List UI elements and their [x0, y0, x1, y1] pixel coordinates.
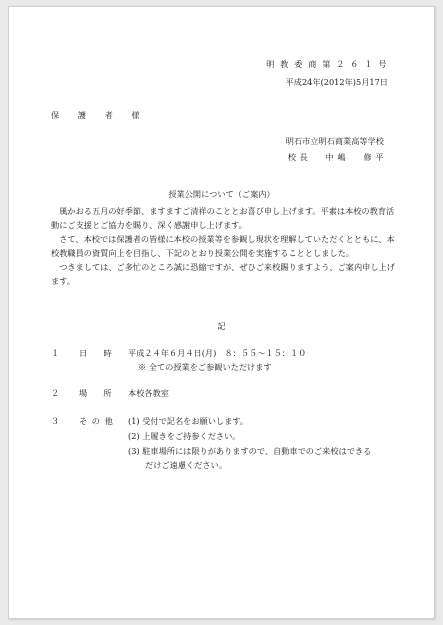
item-label-other: そ の 他 — [79, 416, 114, 426]
item-number: １ — [51, 348, 60, 358]
recipient: 保 護 者 様 — [51, 110, 148, 120]
sender-principal: 校 長 中 嶋 修 平 — [287, 152, 384, 162]
item-label-datetime: 日 時 — [79, 348, 116, 358]
other-line: だけご遠慮ください。 — [145, 460, 227, 470]
item-value-place: 本校各教室 — [128, 388, 169, 398]
sender-school: 明石市立明石商業高等学校 — [285, 136, 384, 146]
document-page — [8, 6, 435, 619]
other-line: (3) 駐車場所には限りがありますので、自動車でのご来校はできる — [128, 446, 372, 456]
body-paragraph: 風かおる五月の好季節、ますますご清祥のこととお喜び申し上げます。平素は本校の教育活動にご支援とご協力を賜り、深く感謝申し上げます。 — [51, 206, 395, 230]
body-text — [51, 204, 397, 288]
document-number: 明 教 委 商 第 ２ ６ １ 号 — [266, 59, 388, 69]
ki-heading: 記 — [217, 321, 226, 331]
other-line: (2) 上履きをご持参ください。 — [128, 431, 241, 441]
body-paragraph: つきましては、ご多忙のところ誠に恐縮ですが、ぜひご来校賜りますよう、ご案内申し上げます。 — [51, 262, 395, 286]
item-number: ３ — [51, 416, 60, 426]
item-number: ２ — [51, 388, 60, 398]
item-label-place: 場 所 — [79, 388, 116, 398]
item-note: ※ 全ての授業をご参観いただけます — [138, 362, 272, 372]
document-subject: 授業公開について（ご案内） — [168, 189, 275, 199]
item-value-datetime: 平成２４年６月４日(月) ８：５５～１５：１０ — [128, 348, 307, 358]
other-line: (1) 受付で記名をお願いします。 — [128, 416, 248, 426]
document-date: 平成24年(2012年)5月17日 — [285, 77, 388, 87]
body-paragraph: さて、本校では保護者の皆様に本校の授業等を参観し現状を理解していただくとともに、本校教職員の資質向上を目指し、下記のとおり授業公開を実施することとしました。 — [51, 234, 395, 258]
